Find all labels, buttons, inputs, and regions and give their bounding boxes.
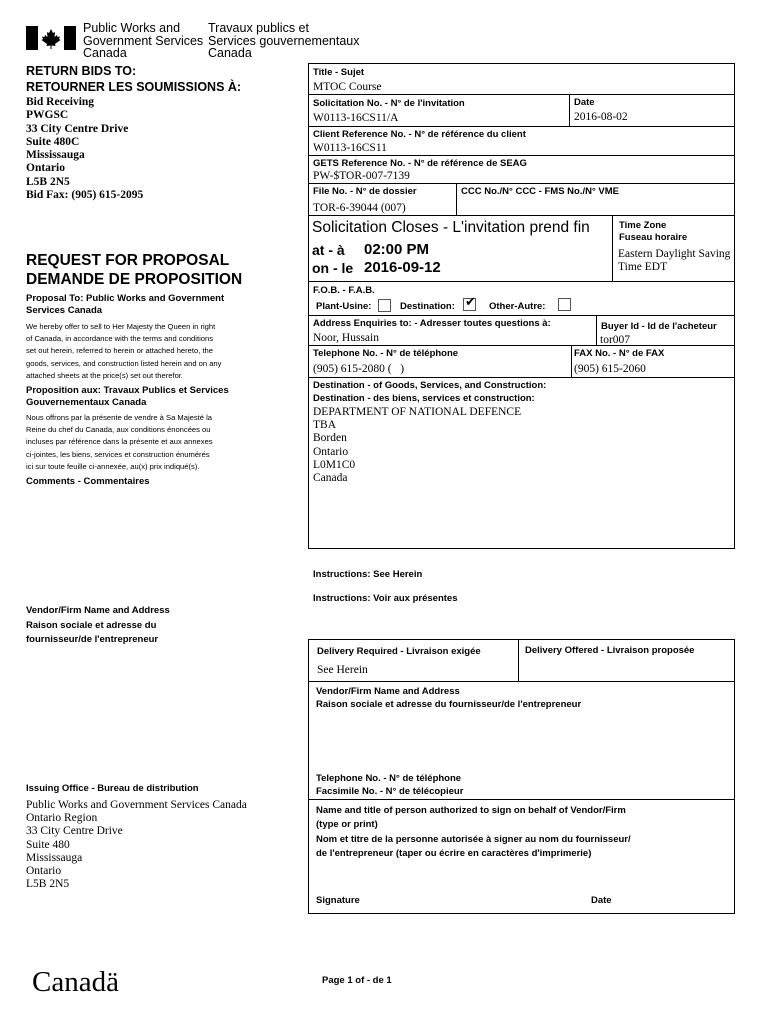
time-zone-value: Eastern Daylight Saving Time EDT — [618, 248, 731, 273]
department-name-fr: Travaux publics et Services gouvernementaux Canada — [208, 21, 360, 60]
buyer-id-value: tor007 — [600, 334, 631, 346]
authorized-person-label: Name and title of person authorized to sign on behalf of Vendor/Firm (type or print) Nom et titre de la personne autorisée à signer au nom du fournisseur/ de l'entrepreneur (taper ou écrire en caractères d'imprimerie) — [316, 805, 631, 859]
delivery-required-label: Delivery Required - Livraison exigée — [317, 646, 481, 657]
canada-flag-icon — [26, 26, 76, 50]
address-enquiries-label: Address Enquiries to: - Adresser toutes questions à: — [313, 318, 551, 329]
checkmark-icon: ✔ — [465, 295, 476, 310]
department-name-en: Public Works and Government Services Canada — [83, 21, 204, 60]
closing-on-label: on - le — [312, 260, 354, 276]
closing-date: 2016-09-12 — [364, 259, 441, 276]
other-checkbox[interactable] — [558, 298, 571, 311]
canada-wordmark: Canadä — [32, 966, 119, 998]
client-reference-label: Client Reference No. - N° de référence du client — [313, 129, 526, 140]
rfp-heading-en: REQUEST FOR PROPOSAL — [26, 252, 230, 269]
ccc-number-label: CCC No./N° CCC - FMS No./N° VME — [461, 186, 620, 197]
closing-time: 02:00 PM — [364, 241, 430, 258]
signature-label: Signature — [316, 895, 360, 906]
solicitation-number-label: Solicitation No. - N° de l'invitation — [313, 98, 465, 109]
title-label: Title - Sujet — [313, 67, 365, 78]
page-number: Page 1 of - de 1 — [322, 975, 392, 986]
title-value: MTOC Course — [313, 81, 382, 93]
proposal-text-en: We hereby offer to sell to Her Majesty the Queen in right of Canada, in accordance with the terms and conditions set out herein, referred to herein or attached hereto, the goods, services, and construction listed herein and on any attached sheets at the price(s) set out therefor. — [26, 322, 222, 380]
vendor-name-label: Vendor/Firm Name and Address Raison sociale et adresse du fournisseur/de l'entrepreneur — [316, 686, 582, 710]
plant-checkbox[interactable] — [378, 299, 391, 312]
plant-label: Plant-Usine: — [316, 301, 372, 312]
date-label: Date — [574, 97, 595, 108]
signature-date-label: Date — [591, 895, 612, 906]
instructions-fr: Instructions: Voir aux présentes — [313, 593, 458, 604]
solicitation-closes-title: Solicitation Closes - L'invitation prend fin — [312, 219, 590, 236]
fob-label: F.O.B. - F.A.B. — [313, 285, 375, 296]
time-zone-label: Time Zone Fuseau horaire — [619, 220, 688, 243]
issuing-office-label: Issuing Office - Bureau de distribution — [26, 783, 199, 794]
gets-reference-label: GETS Reference No. - N° de référence de SEAG — [313, 158, 527, 169]
vendor-name-label-left: Vendor/Firm Name and Address Raison sociale et adresse du fournisseur/de l'entrepreneur — [26, 605, 170, 645]
return-bids-heading-en: RETURN BIDS TO: — [26, 64, 137, 78]
solicitation-number-value: W0113-16CS11/A — [313, 112, 399, 124]
proposal-to-en: Proposal To: Public Works and Government Services Canada — [26, 293, 225, 316]
phone-fax-label: Telephone No. - N° de téléphone Facsimile No. - N° de télécopieur — [316, 773, 464, 797]
client-reference-value: W0113-16CS11 — [313, 142, 387, 154]
address-enquiries-value: Noor, Hussain — [313, 332, 379, 344]
other-label: Other-Autre: — [489, 301, 546, 312]
destination-goods-label: Destination - of Goods, Services, and Construction: Destination - des biens, services et construction: — [313, 380, 547, 404]
fax-label: FAX No. - N° de FAX — [574, 348, 665, 359]
telephone-label: Telephone No. - N° de téléphone — [313, 348, 459, 359]
date-value: 2016-08-02 — [574, 111, 628, 123]
rfp-heading-fr: DEMANDE DE PROPOSITION — [26, 271, 243, 288]
proposal-text-fr: Nous offrons par la présente de vendre à Sa Majesté la Reine du chef du Canada, aux conditions énoncées ou incluses par référence dans la présente et aux annexes ci-jointes, les biens, services et construction énumérés ici sur toute feuille ci-annexée, au(x) prix indiqué(s). — [26, 413, 213, 471]
instructions-en: Instructions: See Herein — [313, 569, 423, 580]
delivery-required-value: See Herein — [317, 664, 368, 676]
closing-at-label: at - à — [312, 242, 345, 258]
fax-value: (905) 615-2060 — [574, 363, 646, 375]
bid-receiving-address: Bid Receiving PWGSC 33 City Centre Drive Suite 480C Mississauga Ontario L5B 2N5 Bid Fax: (905) 615-2095 — [26, 96, 144, 202]
gets-reference-value: PW-$TOR-007-7139 — [313, 170, 410, 182]
issuing-office-address: Public Works and Government Services Canada Ontario Region 33 City Centre Drive Suite 480 Mississauga Ontario L5B 2N5 — [26, 799, 247, 891]
file-number-value: TOR-6-39044 (007) — [313, 202, 406, 214]
file-number-label: File No. - N° de dossier — [313, 186, 417, 197]
telephone-value: (905) 615-2080 ( ) — [313, 363, 405, 375]
buyer-id-label: Buyer Id - Id de l'acheteur — [601, 321, 717, 332]
comments-label: Comments - Commentaires — [26, 476, 150, 487]
authorized-person-field[interactable] — [316, 864, 726, 890]
destination-checkbox-label: Destination: — [400, 301, 455, 312]
delivery-offered-label: Delivery Offered - Livraison proposée — [525, 645, 695, 656]
destination-goods-value: DEPARTMENT OF NATIONAL DEFENCE TBA Borden Ontario L0M1C0 Canada — [313, 406, 522, 485]
vendor-name-field[interactable] — [316, 714, 726, 768]
proposal-to-fr: Proposition aux: Travaux Publics et Services Gouvernementaux Canada — [26, 385, 229, 408]
return-bids-heading-fr: RETOURNER LES SOUMISSIONS À: — [26, 80, 242, 94]
